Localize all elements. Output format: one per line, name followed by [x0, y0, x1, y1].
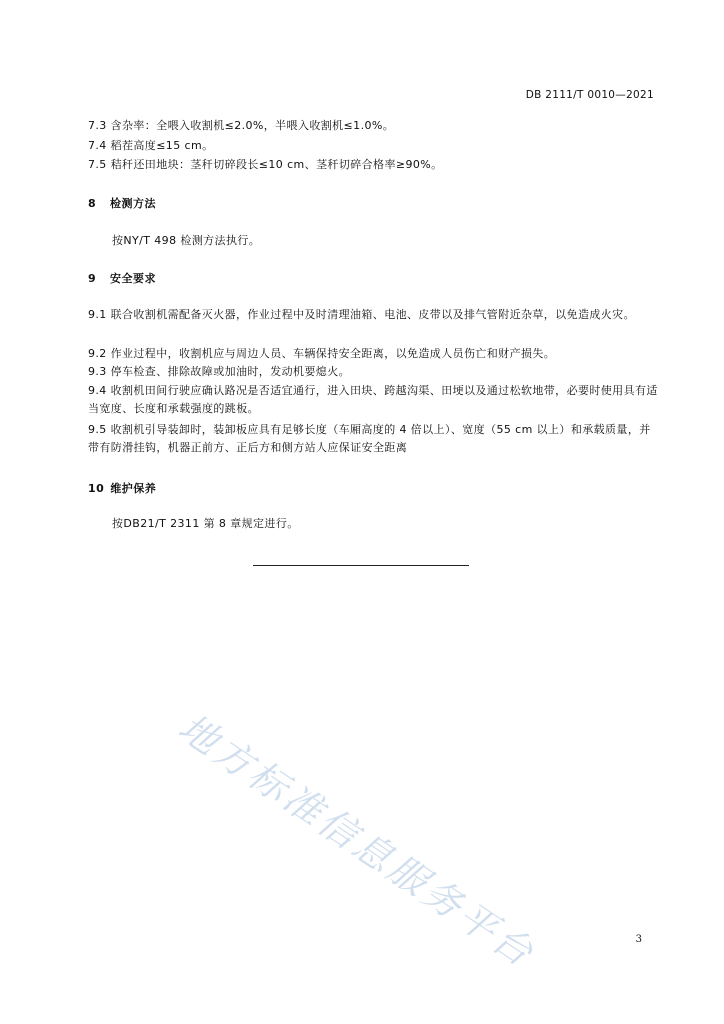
- section-8-heading: [88, 195, 156, 211]
- section-9-title: 安全要求: [110, 272, 156, 285]
- section-8-number: 8: [88, 197, 97, 210]
- clause-9-1: 9.1 联合收割机需配备灭火器，作业过程中及时清理油箱、电池、皮带以及排气管附近杂草，以免造成火灾。: [88, 308, 635, 321]
- clause-9-5: 9.5 收割机引导装卸时，装卸板应具有足够长度（车厢高度的 4 倍以上）、宽度（55 cm 以上）和承载质量，并带有防滑挂钩，机器正前方、正后方和侧方站人应保证安全距离: [88, 423, 651, 454]
- clause-7-5: 7.5 秸秆还田地块：茎秆切碎段长≤10 cm、茎秆切碎合格率≥90%。: [88, 158, 443, 171]
- watermark: 地方标准信息服务平台: [170, 705, 544, 977]
- document-code: DB 2111/T 0010—2021: [525, 89, 654, 101]
- clause-7-4: 7.4 稻茬高度≤15 cm。: [88, 139, 214, 152]
- page-number: 3: [635, 934, 642, 945]
- section-10-body: 按DB21/T 2311 第 8 章规定进行。: [112, 517, 299, 530]
- section-9-heading: [88, 270, 156, 286]
- clause-9-2: 9.2 作业过程中，收割机应与周边人员、车辆保持安全距离，以免造成人员伤亡和财产损失。: [88, 347, 556, 360]
- section-8-body: 按NY/T 498 检测方法执行。: [112, 234, 261, 247]
- section-9-number: 9: [88, 272, 97, 285]
- clause-9-3: 9.3 停车检查、排除故障或加油时，发动机要熄火。: [88, 365, 350, 378]
- end-rule: [253, 565, 469, 566]
- section-10-number: 10: [88, 482, 105, 495]
- section-8-title: 检测方法: [110, 197, 156, 210]
- section-10-heading: [88, 480, 156, 496]
- section-10-title: 维护保养: [110, 482, 157, 495]
- clause-7-3: 7.3 含杂率：全喂入收割机≤2.0%，半喂入收割机≤1.0%。: [88, 119, 395, 132]
- clause-9-4: 9.4 收割机田间行驶应确认路况是否适宜通行，进入田块、跨越沟渠、田埂以及通过松软地带，必要时使用具有适当宽度、长度和承载强度的跳板。: [88, 384, 658, 415]
